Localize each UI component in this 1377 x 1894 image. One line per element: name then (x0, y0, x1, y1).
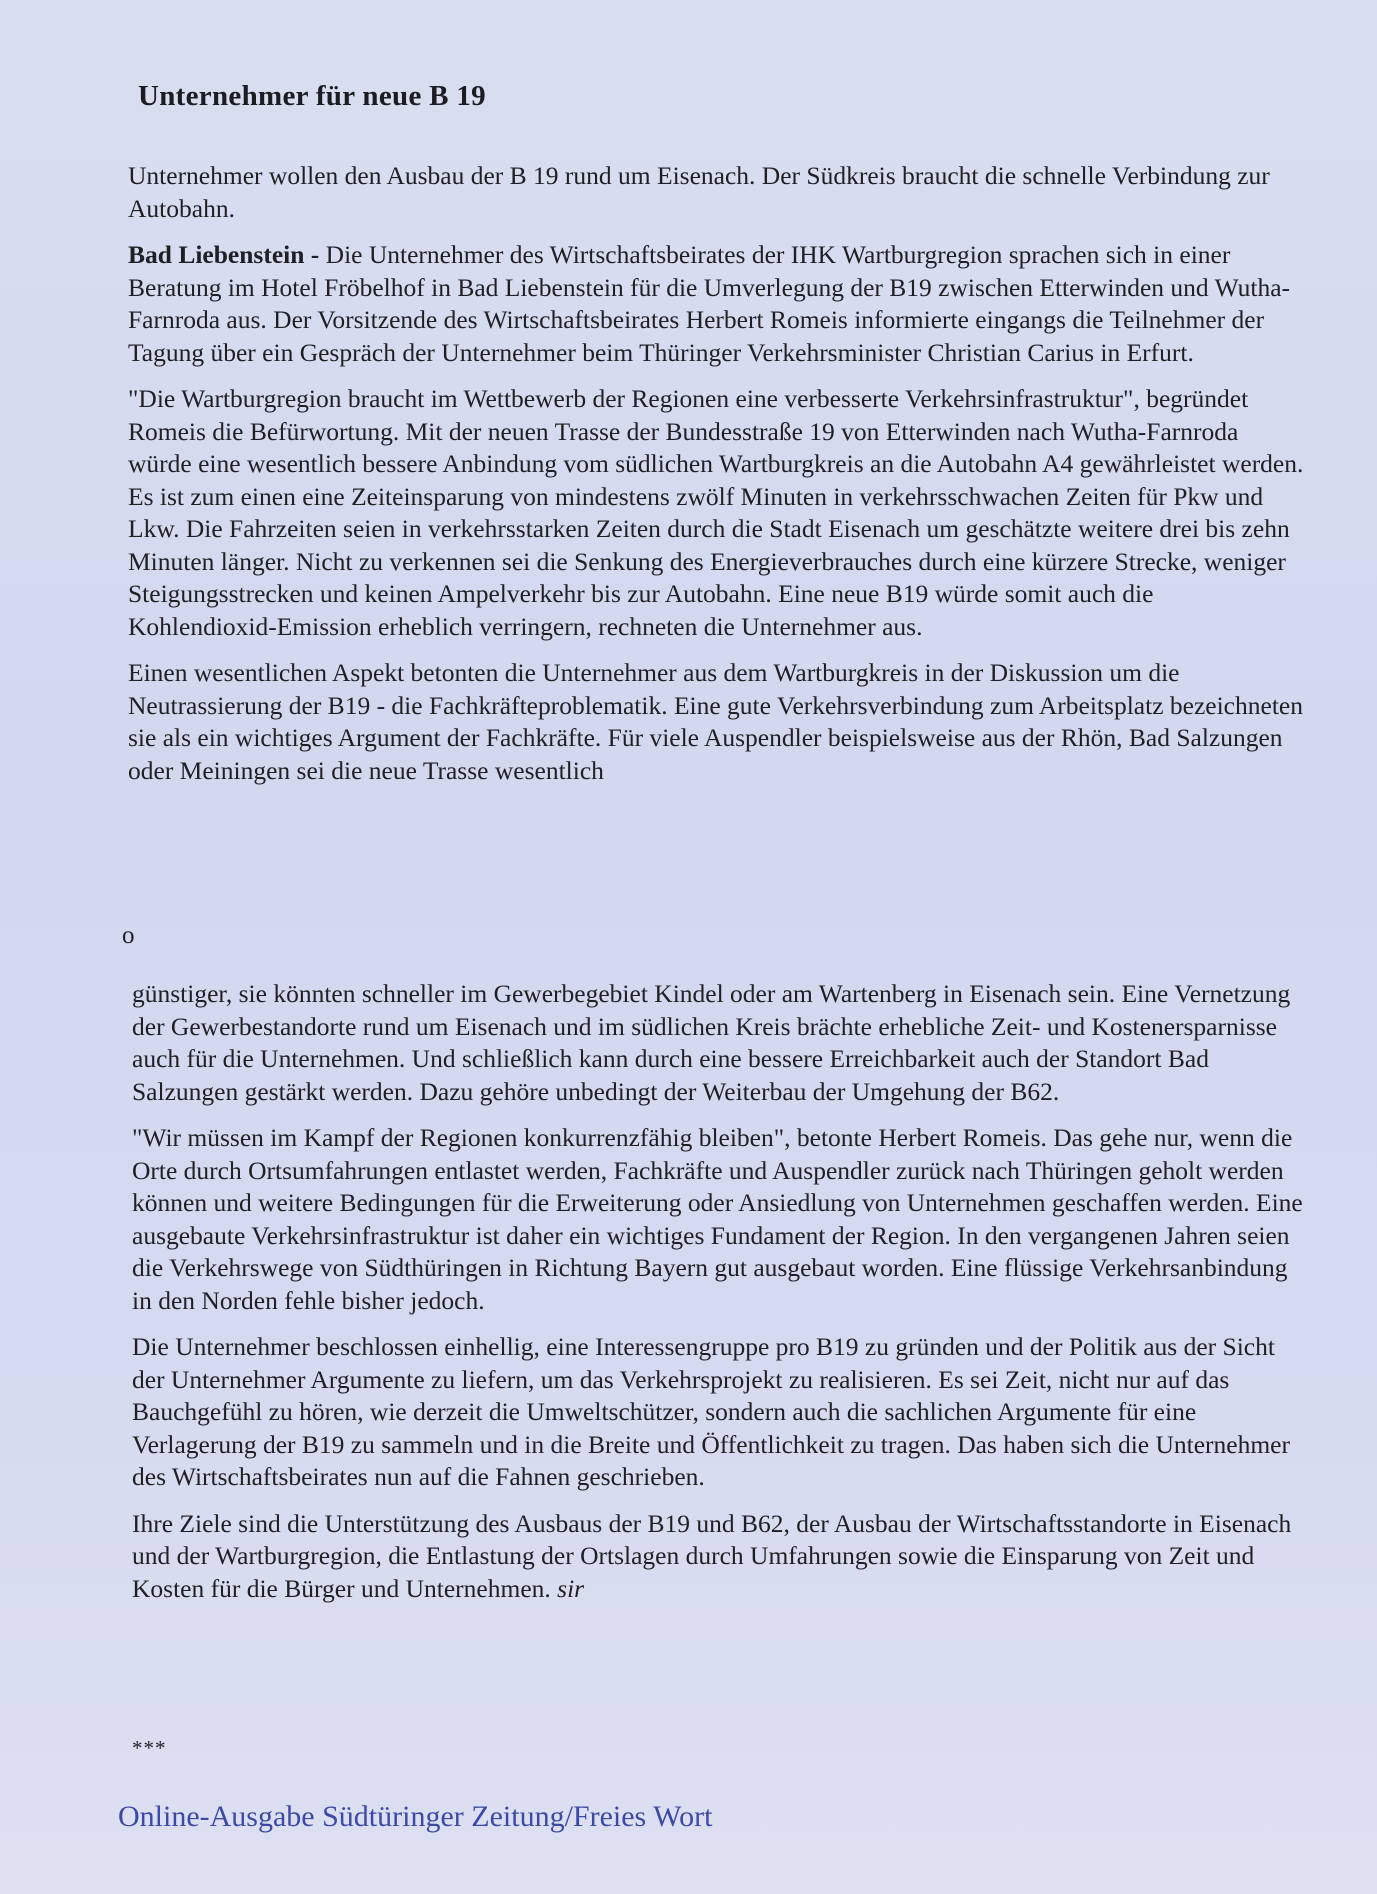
article-body-part-1 (128, 160, 1308, 801)
author-initials: sir (557, 1573, 585, 1603)
paragraph-1-text: Die Unternehmer des Wirtschaftsbeirates der IHK Wartburgregion sprachen sich in einer Beratung im Hotel Fröbelhof in Bad Liebenstein für die Umverlegung der B19 zwischen Etterwinden und Wutha-Farnroda aus. Der Vorsitzende des Wirtschaftsbeirates Herbert Romeis informierte eingangs die Teilnehmer der Tagung über ein Gespräch der Unternehmer beim Thüringer Verkehrsminister Christian Carius in Erfurt. (128, 240, 1291, 367)
dateline: Bad Liebenstein - (128, 240, 320, 269)
paragraph-3-continued: günstiger, sie könnten schneller im Gewerbegebiet Kindel oder am Wartenberg in Eisenach sein. Eine Vernetzung der Gewerbestandorte rund um Eisenach und im südlichen Kreis brächte erhebliche Zeit- und Kostenersparnisse auch für die Unternehmen. Und schließlich kann durch eine bessere Erreichbarkeit auch der Standort Bad Salzungen gestärkt werden. Dazu gehöre unbedingt der Weiterbau der Umgehung der B62. (132, 979, 1291, 1106)
paragraph-2: "Die Wartburgregion braucht im Wettbewerb der Regionen eine verbesserte Verkehrsinfrastruktur", begründet Romeis die Befürwortung. Mit der neuen Trasse der Bundesstraße 19 von Etterwinden nach Wutha-Farnroda würde eine wesentlich bessere Anbindung vom südlichen Wartburgkreis an die Autobahn A4 gewährleistet werden. Es ist zum einen eine Zeiteinsparung von mindestens zwölf Minuten in verkehrsschwachen Zeiten für Pkw und Lkw. Die Fahrzeiten seien in verkehrsstarken Zeiten durch die Stadt Eisenach um geschätzte weitere drei bis zehn Minuten länger. Nicht zu verkennen sei die Senkung des Energieverbrauches durch eine kürzere Strecke, weniger Steigungsstrecken und keinen Ampelverkehr bis zur Autobahn. Eine neue B19 würde somit auch die Kohlendioxid-Emission erheblich verringern, rechneten die Unternehmer aus. (128, 384, 1304, 641)
source-attribution: Online-Ausgabe Südtüringer Zeitung/Freies Wort (118, 1800, 713, 1833)
paragraph-4: "Wir müssen im Kampf der Regionen konkurrenzfähig bleiben", betonte Herbert Romeis. Das gehe nur, wenn die Orte durch Ortsumfahrungen entlastet werden, Fachkräfte und Auspendler zurück nach Thüringen geholt werden können und weitere Bedingungen für die Erweiterung oder Ansiedlung von Unternehmen geschaffen werden. Eine ausgebaute Verkehrsinfrastruktur ist daher ein wichtiges Fundament der Region. In den vergangenen Jahren seien die Verkehrswege von Südthüringen in Richtung Bayern gut ausgebaut worden. Eine flüssige Verkehrsanbindung in den Norden fehle bisher jedoch. (132, 1123, 1303, 1315)
lead-paragraph: Unternehmer wollen den Ausbau der B 19 rund um Eisenach. Der Südkreis braucht die schnelle Verbindung zur Autobahn. (128, 161, 1270, 223)
paragraph-5: Die Unternehmer beschlossen einhellig, eine Interessengruppe pro B19 zu gründen und der Politik aus der Sicht der Unternehmer Argumente zu liefern, um das Verkehrsprojekt zu realisieren. Es sei Zeit, nicht nur auf das Bauchgefühl zu hören, wie derzeit die Umweltschützer, sondern auch die sachlichen Argumente für eine Verlagerung der B19 zu sammeln und in die Breite und Öffentlichkeit zu tragen. Das haben sich die Unternehmer des Wirtschaftsbeirates nun auf die Fahnen geschrieben. (132, 1332, 1290, 1491)
article-body-part-2 (132, 978, 1308, 1619)
separator-stars: *** (132, 1736, 167, 1760)
page-break-marker: o (122, 922, 135, 949)
headline: Unternehmer für neue B 19 (138, 80, 486, 112)
paragraph-6-text: Ihre Ziele sind die Unterstützung des Ausbaus der B19 und B62, der Ausbau der Wirtschaftsstandorte in Eisenach und der Wartburgregion, die Entlastung der Ortslagen durch Umfahrungen sowie die Einsparung von Zeit und Kosten für die Bürger und Unternehmen. (132, 1508, 1292, 1603)
paragraph-1 (128, 239, 1308, 369)
paragraph-6 (132, 1508, 1308, 1606)
paragraph-3: Einen wesentlichen Aspekt betonten die Unternehmer aus dem Wartburgkreis in der Diskussion um die Neutrassierung der B19 - die Fachkräfteproblematik. Eine gute Verkehrsverbindung zum Arbeitsplatz bezeichneten sie als ein wichtiges Argument der Fachkräfte. Für viele Auspendler beispielsweise aus der Rhön, Bad Salzungen oder Meiningen sei die neue Trasse wesentlich (128, 658, 1303, 785)
